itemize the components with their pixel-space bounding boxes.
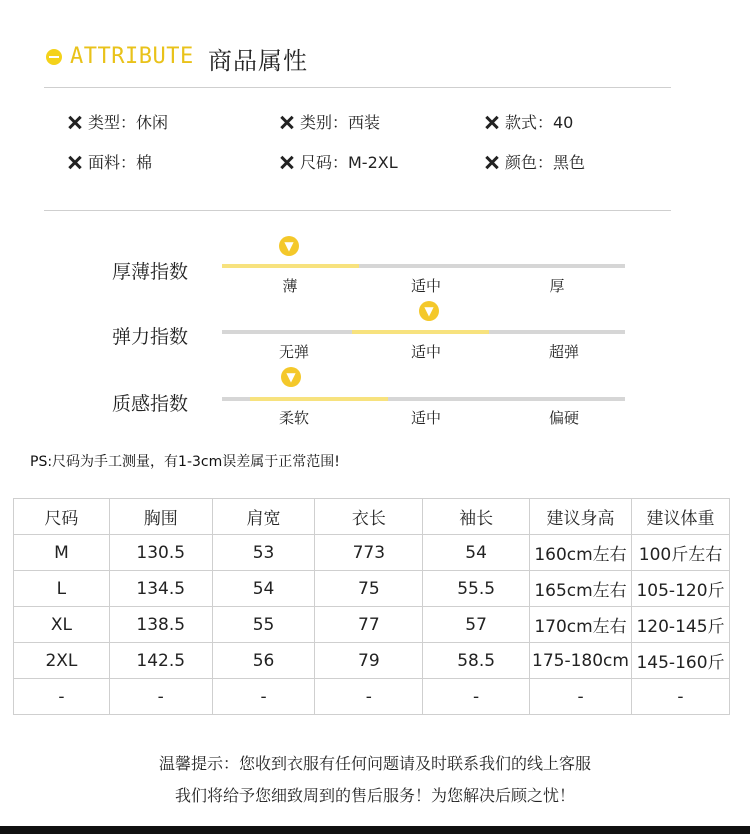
table-cell: 170cm左右 <box>530 607 632 643</box>
table-cell: 160cm左右 <box>530 535 632 571</box>
table-cell: XL <box>14 607 110 643</box>
table-header-cell: 建议身高 <box>530 499 632 535</box>
ps-note: PS:尺码为手工测量，有1-3cm误差属于正常范围! <box>30 454 340 470</box>
thickness-index-label: 厚薄指数 <box>112 261 189 283</box>
divider-top <box>44 87 671 88</box>
tick-label: 无弹 <box>278 343 309 361</box>
tick-label: 适中 <box>410 343 441 361</box>
elasticity-bar-fill <box>352 330 489 334</box>
table-cell: 134.5 <box>109 571 212 607</box>
table-cell: 138.5 <box>109 607 212 643</box>
x-mark-icon <box>68 115 82 129</box>
table-cell: 120-145斤 <box>632 607 730 643</box>
table-cell: - <box>212 679 315 715</box>
table-cell: - <box>14 679 110 715</box>
table-row <box>14 679 730 715</box>
table-cell: 175-180cm <box>530 643 632 679</box>
table-header-cell: 胸围 <box>109 499 212 535</box>
table-cell: - <box>315 679 423 715</box>
table-cell: - <box>632 679 730 715</box>
tip-line-1: 温馨提示：您收到衣服有任何问题请及时联系我们的线上客服 <box>158 754 591 773</box>
texture-bar-fill <box>250 397 388 401</box>
table-cell: 130.5 <box>109 535 212 571</box>
x-mark-icon <box>485 115 499 129</box>
attribute-text: 面料：棉 <box>88 153 153 172</box>
table-cell: 100斤左右 <box>632 535 730 571</box>
table-row <box>14 607 730 643</box>
attribute-item <box>280 110 380 133</box>
table-cell: 105-120斤 <box>632 571 730 607</box>
x-mark-icon <box>485 155 499 169</box>
table-cell: 77 <box>315 607 423 643</box>
table-cell: 53 <box>212 535 315 571</box>
elasticity-index-label: 弹力指数 <box>112 326 189 348</box>
table-cell: M <box>14 535 110 571</box>
attribute-text: 款式：40 <box>505 113 574 132</box>
tick-label: 偏硬 <box>548 409 579 427</box>
table-header-cell: 肩宽 <box>212 499 315 535</box>
x-mark-icon <box>68 155 82 169</box>
attribute-item <box>280 150 398 173</box>
attribute-text: 尺码：M-2XL <box>300 153 398 172</box>
thickness-bar-fill <box>222 264 359 268</box>
table-cell: 165cm左右 <box>530 571 632 607</box>
table-cell: - <box>109 679 212 715</box>
arrow-down-icon: ▼ <box>281 367 301 387</box>
table-cell: 142.5 <box>109 643 212 679</box>
texture-index-label: 质感指数 <box>112 393 189 415</box>
table-cell: 55 <box>212 607 315 643</box>
arrow-down-icon: ▼ <box>419 301 439 321</box>
table-header-cell: 衣长 <box>315 499 423 535</box>
bottom-bar <box>0 826 750 834</box>
tick-label: 适中 <box>410 409 441 427</box>
table-header-cell: 袖长 <box>423 499 530 535</box>
attribute-text: 颜色：黑色 <box>505 153 586 172</box>
attribute-item <box>485 110 573 133</box>
tick-label: 超弹 <box>548 343 579 361</box>
attribute-item <box>68 150 152 173</box>
table-header-row <box>14 499 730 535</box>
size-table <box>13 498 730 715</box>
x-mark-icon <box>280 155 294 169</box>
table-row <box>14 535 730 571</box>
table-cell: 75 <box>315 571 423 607</box>
header-en-title: ATTRIBUTE <box>70 44 194 69</box>
tick-label: 厚 <box>549 277 565 295</box>
table-cell: 2XL <box>14 643 110 679</box>
attribute-item <box>68 110 168 133</box>
table-cell: 54 <box>423 535 530 571</box>
table-header-cell: 尺码 <box>14 499 110 535</box>
table-cell: 56 <box>212 643 315 679</box>
attribute-item <box>485 150 585 173</box>
table-header-cell: 建议体重 <box>632 499 730 535</box>
table-cell: L <box>14 571 110 607</box>
tip-line-2: 我们将给予您细致周到的售后服务！为您解决后顾之忧！ <box>174 786 575 805</box>
table-cell: - <box>423 679 530 715</box>
table-cell: 54 <box>212 571 315 607</box>
table-row <box>14 571 730 607</box>
table-cell: - <box>530 679 632 715</box>
table-cell: 57 <box>423 607 530 643</box>
attribute-logo-icon <box>46 49 62 65</box>
header-cn-title: 商品属性 <box>208 47 308 75</box>
table-cell: 58.5 <box>423 643 530 679</box>
divider-middle <box>44 210 671 211</box>
arrow-down-icon: ▼ <box>279 236 299 256</box>
table-cell: 55.5 <box>423 571 530 607</box>
table-cell: 773 <box>315 535 423 571</box>
table-cell: 79 <box>315 643 423 679</box>
attribute-text: 类型：休闲 <box>88 113 169 132</box>
table-row <box>14 643 730 679</box>
tick-label: 薄 <box>282 277 298 295</box>
tick-label: 柔软 <box>278 409 309 427</box>
attribute-text: 类别：西装 <box>300 113 381 132</box>
x-mark-icon <box>280 115 294 129</box>
table-cell: 145-160斤 <box>632 643 730 679</box>
tick-label: 适中 <box>410 277 441 295</box>
